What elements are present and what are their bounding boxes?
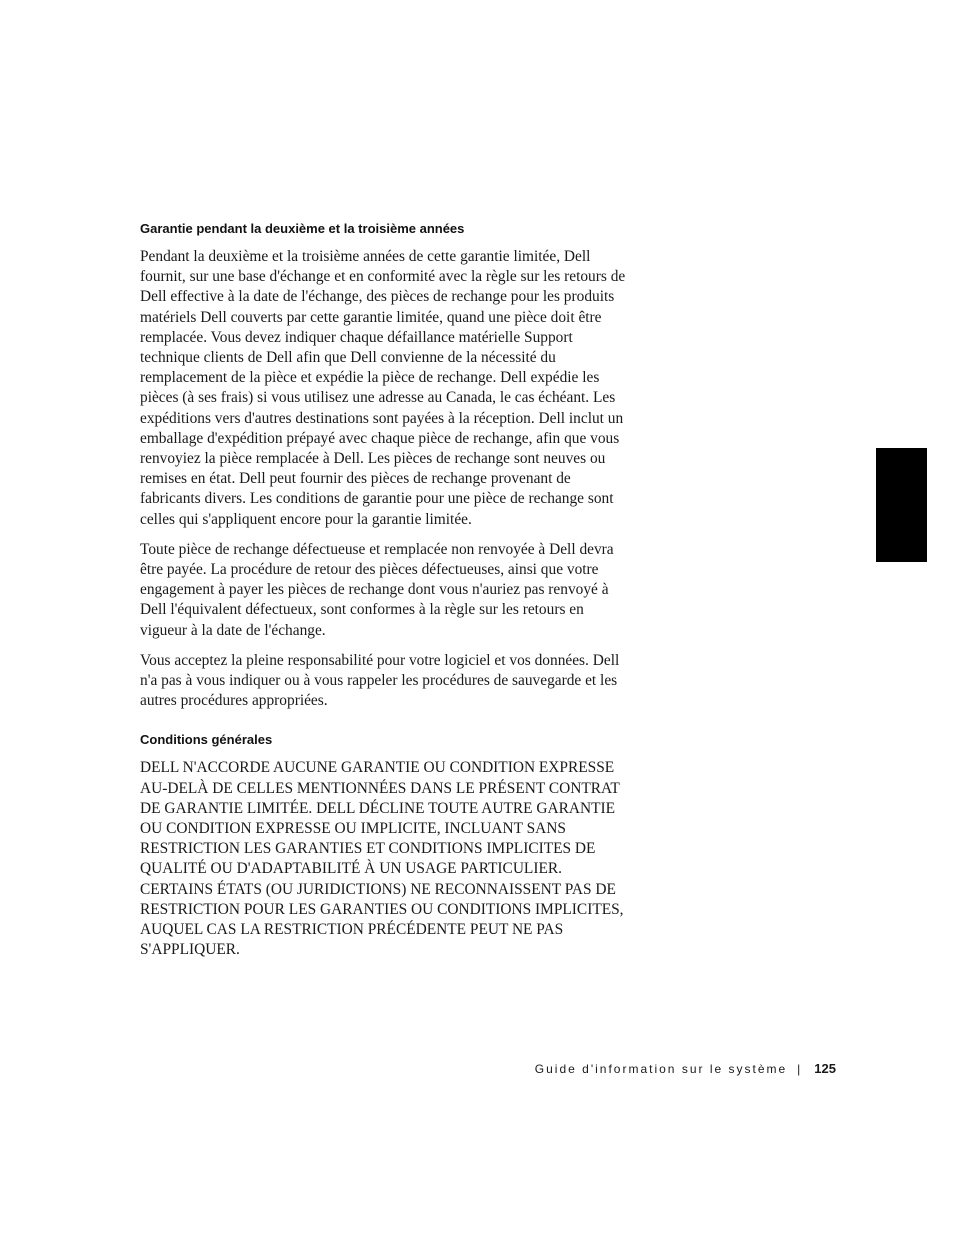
- section-heading-general-conditions: Conditions générales: [140, 732, 273, 748]
- main-content: [140, 220, 628, 961]
- footer-guide-title: Guide d'information sur le système: [534, 1061, 788, 1076]
- page-number: 125: [814, 1061, 836, 1076]
- page-footer: [535, 1061, 836, 1076]
- paragraph-responsibility: Vous acceptez la pleine responsabilité pour votre logiciel et vos données. Dell n'a pas à vous indiquer ou à vous rappeler les procédures de sauvegarde et les autres procédures appropriées.: [140, 651, 620, 710]
- section-spacer: [140, 721, 628, 731]
- footer-separator: |: [797, 1061, 801, 1076]
- paragraph-defective-parts: Toute pièce de rechange défectueuse et remplacée non renvoyée à Dell devra être payée. La procédure de retour des pièces défectueuses, ainsi que votre engagement à payer les pièces de rechange dont vous n'auriez pas renvoyé à Dell l'équivalent défectueux, sont conformes à la règle sur les retours en vigueur à la date de l'échange.: [140, 540, 614, 639]
- paragraph-disclaimer: DELL N'ACCORDE AUCUNE GARANTIE OU CONDITION EXPRESSE AU-DELÀ DE CELLES MENTIONNÉES DANS LE PRÉSENT CONTRAT DE GARANTIE LIMITÉE. DELL DÉCLINE TOUTE AUTRE GARANTIE OU CONDITION EXPRESSE OU IMPLICITE, INCLUANT SANS RESTRICTION LES GARANTIES ET CONDITIONS IMPLICITES DE QUALITÉ OU D'ADAPTABILITÉ À UN USAGE PARTICULIER. CERTAINS ÉTATS (OU JURIDICTIONS) NE RECONNAISSENT PAS DE RESTRICTION POUR LES GARANTIES OU CONDITIONS IMPLICITES, AUQUEL CAS LA RESTRICTION PRÉCÉDENTE PEUT NE PAS S'APPLIQUER.: [140, 759, 624, 959]
- section-heading-second-third-year: Garantie pendant la deuxième et la troisième années: [140, 221, 465, 236]
- chapter-tab-marker: [876, 448, 927, 562]
- paragraph-replacement-parts: Pendant la deuxième et la troisième années de cette garantie limitée, Dell fournit, sur une base d'échange et en conformité avec la règle sur les retours de Dell effective à la date de l'échange, des pièces de rechange pour les produits matériels Dell couverts par cette garantie limitée, quand une pièce doit être remplacée. Vous devez indiquer chaque défaillance matérielle Support technique clients de Dell afin que Dell convienne de la nécessité du remplacement de la pièce et expédie la pièce de rechange. Dell expédie les pièces (à ses frais) si vous utilisez une adresse au Canada, le cas échéant. Les expéditions vers d'autres destinations sont payées à la réception. Dell inclut un emballage d'expédition prépayé avec chaque pièce de rechange, afin que vous renvoyiez la pièce remplacée à Dell. Les pièces de rechange sont neuves ou remises en état. Dell peut fournir des pièces de rechange provenant de fabricants divers. Les conditions de garantie pour une pièce de rechange sont celles qui s'appliquent encore pour la garantie limitée.: [140, 248, 626, 528]
